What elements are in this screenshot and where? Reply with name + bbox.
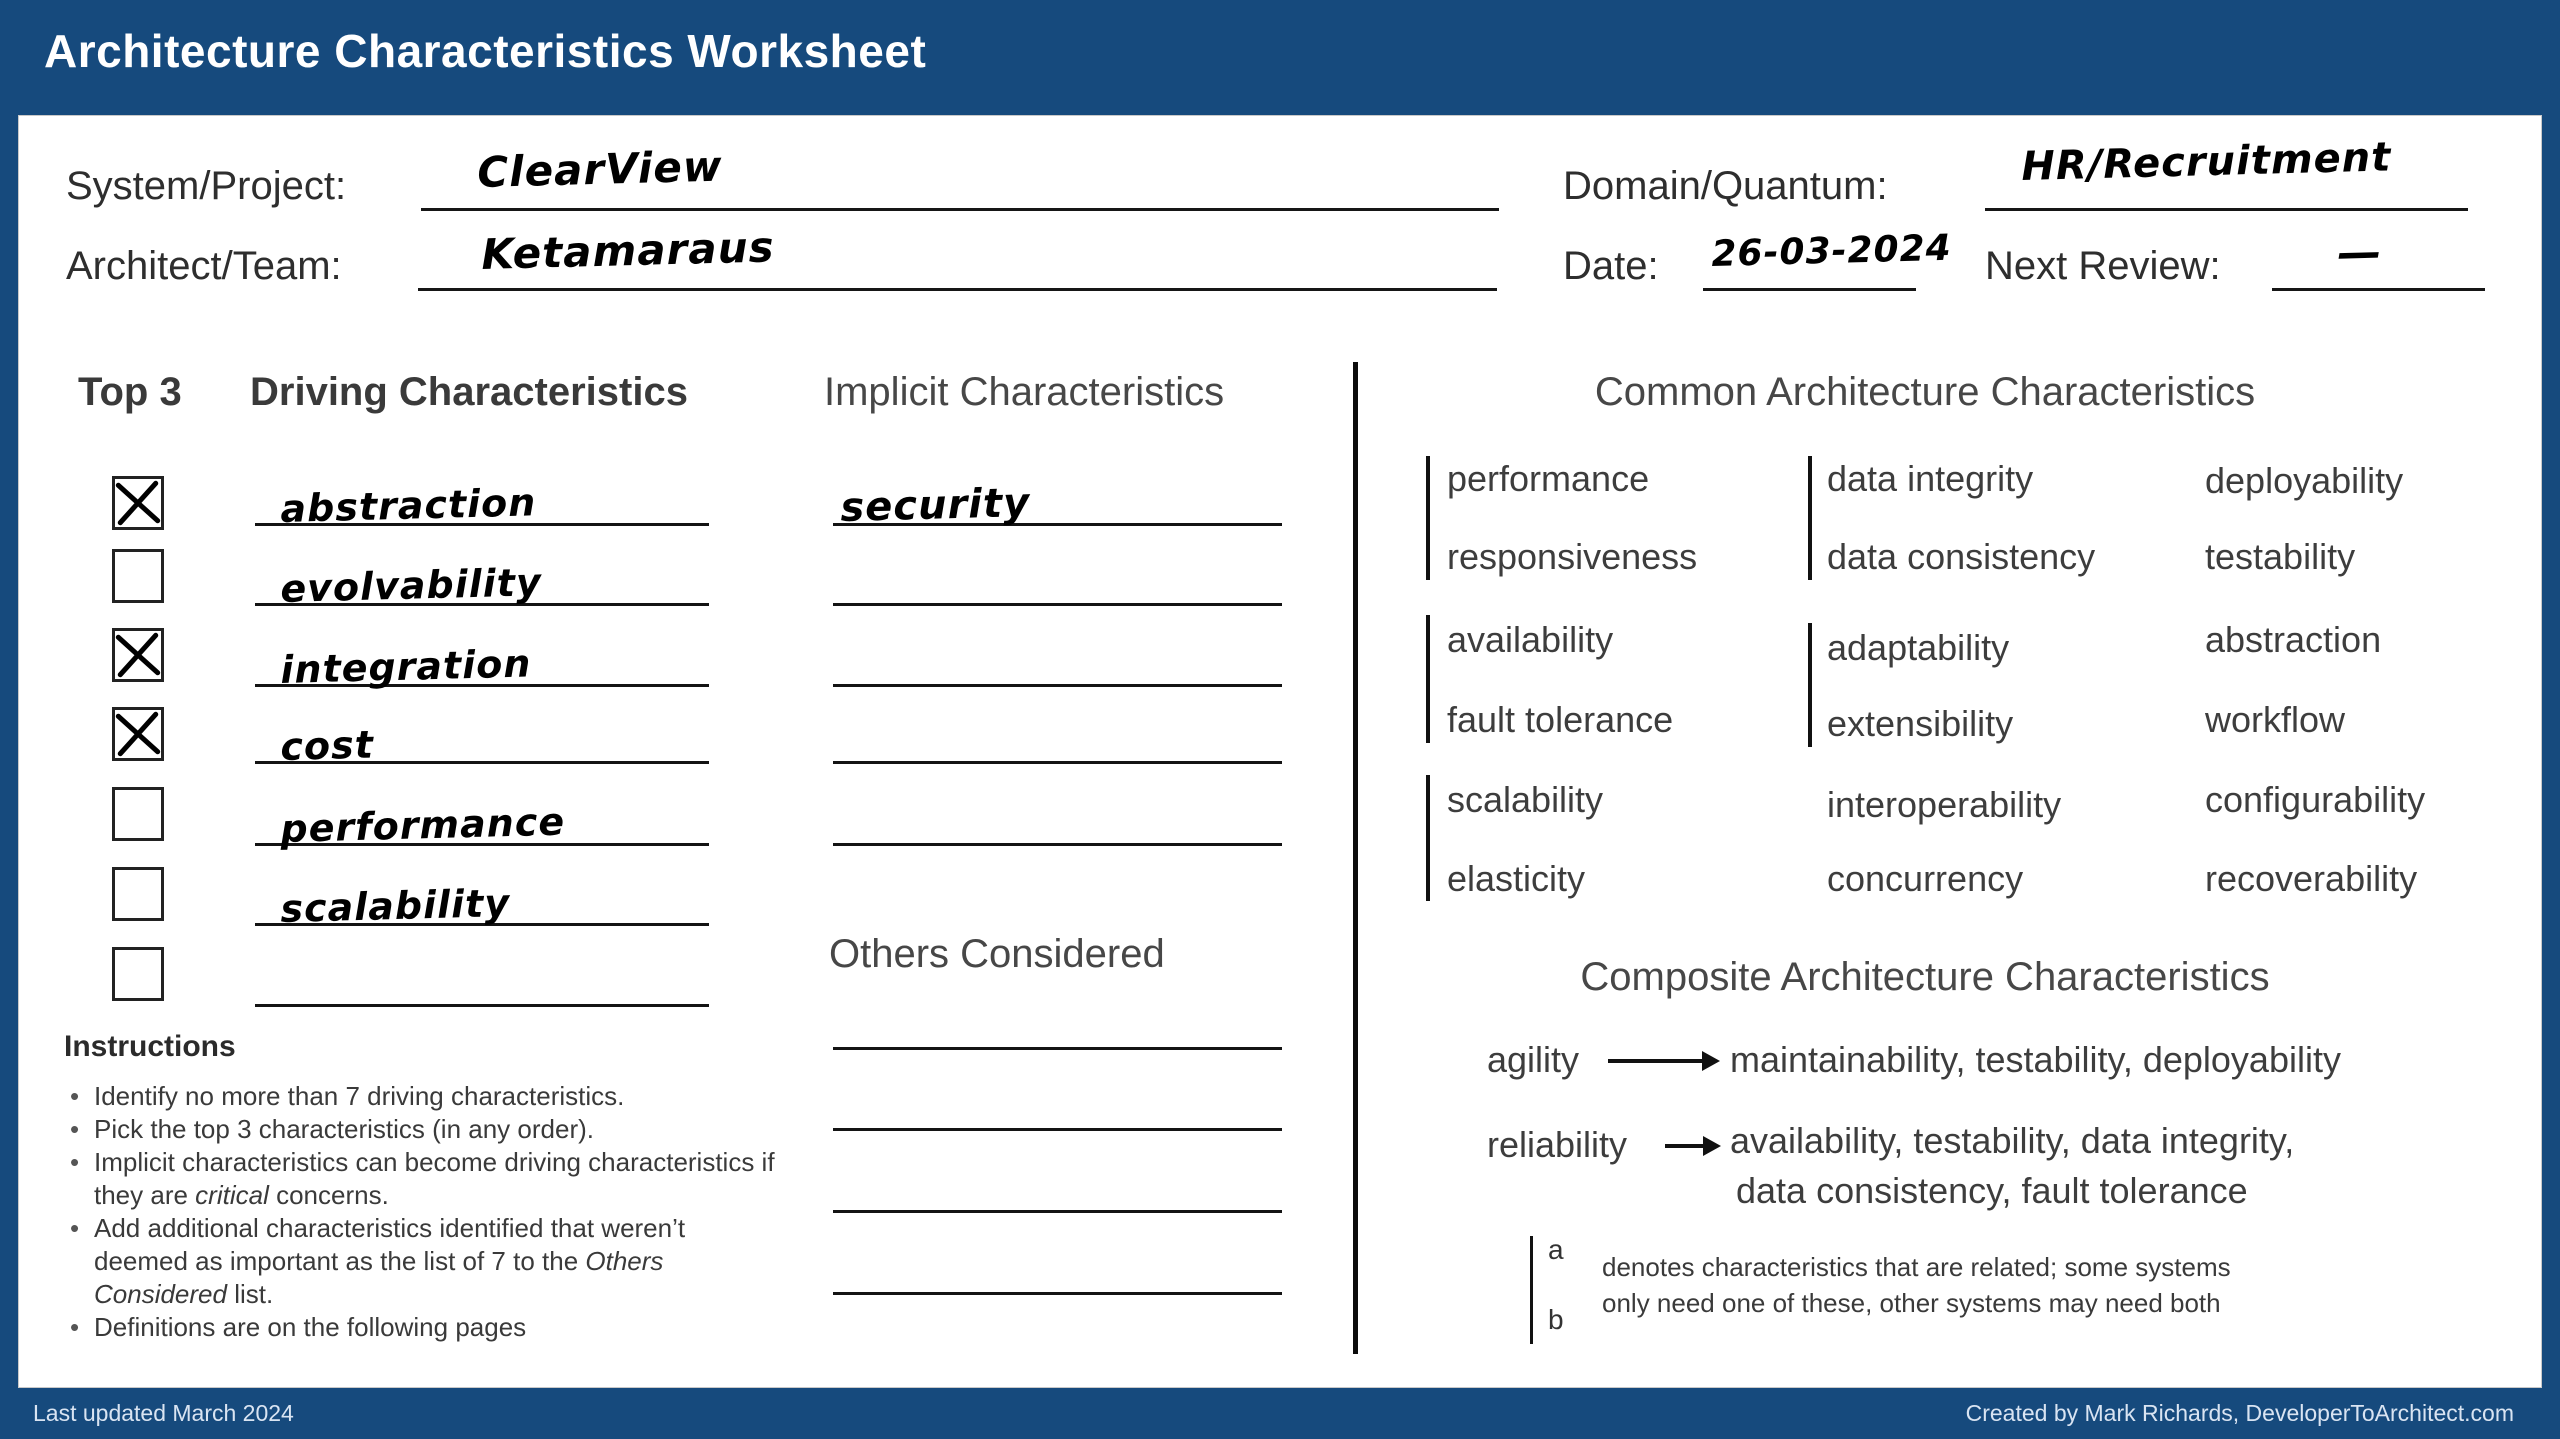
- driving-line-1[interactable]: [255, 462, 709, 531]
- implicit-line-5[interactable]: [833, 782, 1282, 846]
- driving-line-6[interactable]: [255, 862, 709, 931]
- legend-letter-a: a: [1548, 1234, 1564, 1265]
- common-term: elasticity: [1447, 858, 1586, 899]
- legend-text-line1: denotes characteristics that are related; some systems: [1602, 1252, 2231, 1282]
- others-line-3[interactable]: [833, 1149, 1282, 1213]
- driving-line-2[interactable]: [255, 542, 709, 611]
- page-title: Architecture Characteristics Worksheet: [44, 25, 927, 77]
- implicit-characteristics-heading: Implicit Characteristics: [824, 370, 1225, 414]
- common-term: availability: [1447, 619, 1614, 660]
- others-line-1[interactable]: [833, 986, 1282, 1050]
- date-label: Date:: [1563, 244, 1659, 288]
- others-considered-heading: Others Considered: [829, 932, 1165, 976]
- common-term: adaptability: [1827, 627, 2010, 668]
- common-term: workflow: [2205, 699, 2346, 740]
- common-term: data consistency: [1827, 536, 2096, 577]
- related-bar: [1808, 456, 1812, 580]
- legend-letter-b: b: [1548, 1304, 1564, 1335]
- top3-checkbox-4[interactable]: [112, 707, 164, 761]
- driving-value-2: evolvability: [279, 560, 543, 611]
- driving-value-6: scalability: [279, 881, 511, 931]
- related-bar: [1808, 623, 1812, 747]
- domain-quantum-value: HR/Recruitment: [2020, 134, 2392, 190]
- driving-value-4: cost: [279, 722, 375, 769]
- instructions-heading: Instructions: [64, 1030, 236, 1063]
- instruction-item: • Identify no more than 7 driving characteristics.: [64, 1080, 776, 1113]
- implicit-line-2[interactable]: [833, 542, 1282, 606]
- driving-value-5: performance: [279, 799, 566, 851]
- composite-term-agility: agility: [1487, 1039, 1580, 1080]
- related-bar: [1426, 456, 1430, 580]
- common-term: interoperability: [1827, 784, 2062, 825]
- common-term: performance: [1447, 458, 1650, 499]
- driving-value-1: abstraction: [279, 480, 537, 531]
- implicit-line-1[interactable]: [833, 462, 1282, 531]
- next-review-label: Next Review:: [1985, 244, 2221, 288]
- instruction-item: • Pick the top 3 characteristics (in any order).: [64, 1113, 776, 1146]
- driving-line-7[interactable]: [255, 943, 709, 1007]
- driving-characteristics-heading: Driving Characteristics: [250, 370, 688, 414]
- top3-checkbox-6[interactable]: [112, 867, 164, 921]
- composite-agility-maps: maintainability, testability, deployability: [1730, 1039, 2341, 1080]
- footer-bar: [0, 1388, 2560, 1439]
- architect-team-label: Architect/Team:: [66, 244, 342, 288]
- instruction-item: • Implicit characteristics can become driving characteristics if they are critical concerns.: [64, 1146, 776, 1212]
- section-divider: [1353, 362, 1358, 1354]
- driving-line-5[interactable]: [255, 782, 709, 851]
- common-term: concurrency: [1827, 858, 2024, 899]
- arrow-right-icon: [1608, 1059, 1704, 1063]
- common-term: fault tolerance: [1447, 699, 1674, 740]
- common-term: abstraction: [2205, 619, 2382, 660]
- instructions-list: [64, 1080, 776, 1344]
- common-term: deployability: [2205, 460, 2404, 501]
- common-term: testability: [2205, 536, 2356, 577]
- related-bar: [1426, 775, 1430, 901]
- common-term: recoverability: [2205, 858, 2418, 899]
- composite-term-reliability: reliability: [1487, 1124, 1628, 1165]
- common-term: configurability: [2205, 779, 2426, 820]
- composite-reliability-maps-line2: data consistency, fault tolerance: [1736, 1170, 2248, 1211]
- system-project-value: ClearView: [476, 141, 724, 197]
- date-value: 26-03-2024: [1710, 227, 1953, 275]
- legend-text-line2: only need one of these, other systems may need both: [1602, 1288, 2221, 1318]
- composite-reliability-maps-line1: availability, testability, data integrity,: [1730, 1120, 2295, 1161]
- top3-checkbox-5[interactable]: [112, 787, 164, 841]
- implicit-value-1: security: [839, 480, 1031, 531]
- implicit-line-4[interactable]: [833, 700, 1282, 764]
- common-term: scalability: [1447, 779, 1604, 820]
- implicit-line-3[interactable]: [833, 623, 1282, 687]
- header-bar: [0, 0, 2560, 115]
- instruction-item: • Add additional characteristics identified that weren’t deemed as important as the list of 7 to the Others Considered list.: [64, 1212, 776, 1311]
- top3-checkbox-7[interactable]: [112, 947, 164, 1001]
- architect-team-value: Ketamaraus: [480, 222, 776, 279]
- others-line-2[interactable]: [833, 1067, 1282, 1131]
- driving-value-3: integration: [279, 641, 532, 692]
- arrow-right-icon: [1665, 1144, 1705, 1148]
- common-term: responsiveness: [1447, 536, 1698, 577]
- common-characteristics-heading: Common Architecture Characteristics: [1594, 370, 2256, 414]
- system-project-label: System/Project:: [66, 164, 347, 208]
- instruction-item: • Definitions are on the following pages: [64, 1311, 776, 1344]
- common-term: data integrity: [1827, 458, 2034, 499]
- others-line-4[interactable]: [833, 1231, 1282, 1295]
- next-review-value: —: [2336, 226, 2383, 279]
- driving-line-3[interactable]: [255, 623, 709, 692]
- common-term: extensibility: [1827, 703, 2014, 744]
- footer-last-updated: Last updated March 2024: [33, 1400, 294, 1426]
- related-bar: [1426, 615, 1430, 743]
- legend-related-bar: [1530, 1236, 1533, 1344]
- composite-characteristics-heading: Composite Architecture Characteristics: [1580, 955, 2270, 999]
- top3-checkbox-2[interactable]: [112, 549, 164, 603]
- top3-checkbox-1[interactable]: [112, 476, 164, 530]
- driving-line-4[interactable]: [255, 700, 709, 769]
- top3-checkbox-3[interactable]: [112, 628, 164, 682]
- footer-credit: Created by Mark Richards, DeveloperToArchitect.com: [1965, 1400, 2514, 1426]
- domain-quantum-label: Domain/Quantum:: [1563, 164, 1888, 208]
- top3-heading: Top 3: [78, 370, 182, 414]
